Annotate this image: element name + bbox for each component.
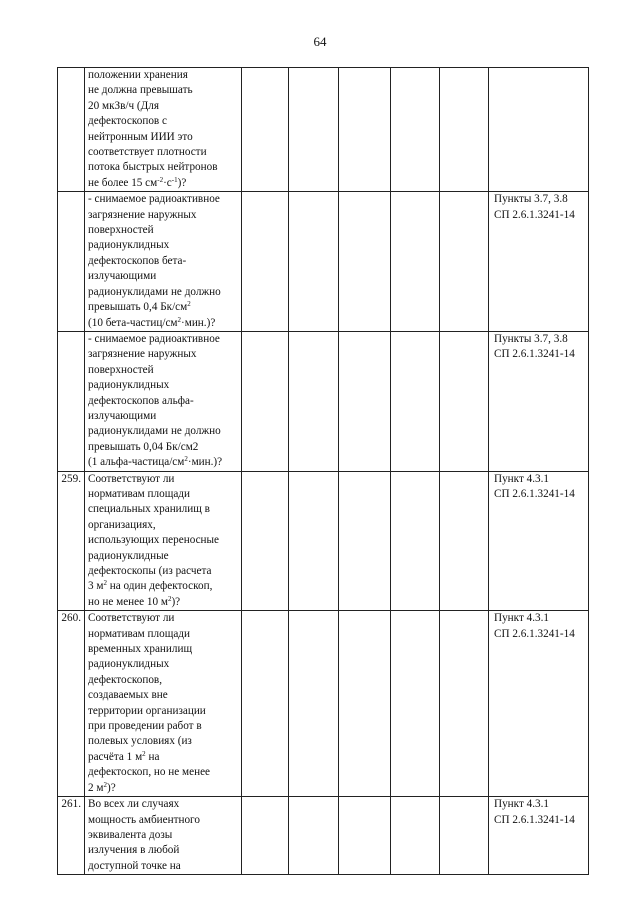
question-text (85, 471, 242, 611)
reference-cell (489, 611, 589, 797)
answer-cell (440, 797, 489, 875)
item-number (58, 68, 85, 192)
reference-line: Пункт 4.3.1 (494, 798, 550, 811)
text-fragment: )? (106, 781, 116, 794)
checklist-table (57, 67, 589, 875)
text-fragment: на один дефектоскоп, (106, 580, 213, 593)
table-row (58, 331, 589, 471)
text-fragment: ·с (163, 176, 172, 189)
question-text (85, 611, 242, 797)
text-fragment: соответствует плотности (88, 146, 207, 159)
question-line (88, 145, 241, 160)
text-fragment: поверхностей (88, 224, 154, 237)
reference-line: СП 2.6.1.3241-14 (494, 487, 575, 500)
text-fragment: Соответствуют ли (88, 472, 175, 485)
question-text (85, 68, 242, 192)
reference-line: Пункт 4.3.1 (494, 612, 550, 625)
text-fragment: - снимаемое радиоактивное (88, 193, 220, 206)
text-fragment: Во всех ли случаях (88, 798, 180, 811)
question-line (88, 238, 241, 253)
question-line (88, 394, 241, 409)
reference-line: Пункты 3.7, 3.8 (494, 193, 568, 206)
text-fragment: излучающими (88, 409, 157, 422)
superscript: 2 (184, 455, 188, 464)
text-fragment: превышать 0,4 Бк/см (88, 301, 188, 314)
reference-line: СП 2.6.1.3241-14 (494, 813, 575, 826)
superscript: 2 (167, 594, 172, 603)
text-fragment: не более 15 см (88, 176, 158, 189)
question-line (88, 409, 241, 424)
text-fragment: загрязнение наружных (88, 348, 197, 361)
page-number: 64 (313, 34, 327, 49)
answer-cell (391, 192, 440, 332)
question-line (88, 300, 241, 315)
text-fragment: превышать 0,04 Бк/см2 (88, 440, 199, 453)
text-fragment: эквивалента дозы (88, 828, 173, 841)
question-line (88, 611, 241, 626)
reference-cell (489, 797, 589, 875)
answer-cell (339, 611, 391, 797)
question-line (88, 781, 241, 796)
question-line (88, 487, 241, 502)
answer-cell (339, 797, 391, 875)
answer-cell (289, 331, 339, 471)
question-line (88, 549, 241, 564)
text-fragment: не должна превышать (88, 84, 193, 97)
answer-cell (289, 797, 339, 875)
answer-cell (242, 471, 289, 611)
text-fragment: территории организации (88, 704, 206, 717)
text-fragment: дефектоскопов с (88, 115, 167, 128)
question-line (88, 83, 241, 98)
question-line (88, 750, 241, 765)
question-line (88, 285, 241, 300)
answer-cell (289, 192, 339, 332)
text-fragment: при проведении работ в (88, 720, 202, 733)
question-line (88, 627, 241, 642)
text-fragment: излучения в любой (88, 844, 180, 857)
answer-cell (242, 331, 289, 471)
answer-cell (242, 68, 289, 192)
table-row (58, 192, 589, 332)
answer-cell (391, 471, 440, 611)
question-line (88, 114, 241, 129)
answer-cell (289, 471, 339, 611)
text-fragment: дефектоскопов альфа- (88, 394, 194, 407)
text-fragment: расчёта 1 м (88, 750, 143, 763)
reference-line: СП 2.6.1.3241-14 (494, 348, 575, 361)
text-fragment: дефектоскопы (из расчета (88, 565, 212, 577)
question-line (88, 813, 241, 828)
text-fragment: загрязнение наружных (88, 208, 197, 221)
text-fragment: положении хранения (88, 69, 188, 81)
question-line (88, 378, 241, 393)
answer-cell (391, 68, 440, 192)
text-fragment: на (145, 750, 160, 763)
answer-cell (289, 68, 339, 192)
question-line (88, 843, 241, 858)
question-line (88, 424, 241, 439)
question-line (88, 828, 241, 843)
text-fragment: (10 бета-частиц/см (88, 316, 178, 329)
question-line (88, 160, 241, 175)
reference-line: СП 2.6.1.3241-14 (494, 627, 575, 640)
text-fragment: использующих переносные (88, 534, 220, 547)
table-body (58, 68, 589, 875)
question-line (88, 99, 241, 114)
text-fragment: нормативам площади (88, 627, 190, 640)
item-number (58, 331, 85, 471)
reference-cell (489, 471, 589, 611)
text-fragment: )? (177, 176, 187, 189)
question-line (88, 502, 241, 517)
answer-cell (242, 797, 289, 875)
reference-cell (489, 68, 589, 192)
text-fragment: радионуклидных (88, 658, 170, 671)
question-line (88, 332, 241, 347)
superscript: 2 (187, 300, 191, 309)
question-line (88, 704, 241, 719)
text-fragment: 3 м (88, 580, 104, 593)
reference-line: Пункт 4.3.1 (494, 472, 550, 485)
answer-cell (339, 192, 391, 332)
text-fragment: (1 альфа-частица/см (88, 456, 185, 469)
answer-cell (242, 611, 289, 797)
answer-cell (339, 471, 391, 611)
superscript: 2 (103, 579, 107, 588)
text-fragment: нормативам площади (88, 487, 190, 500)
question-line (88, 564, 241, 579)
text-fragment: )? (171, 595, 181, 608)
table-row (58, 471, 589, 611)
text-fragment: доступной точке на (88, 859, 181, 872)
text-fragment: временных хранилищ (88, 643, 193, 656)
item-number: 259. (58, 471, 85, 611)
text-fragment: нейтронным ИИИ это (88, 130, 193, 143)
table-row (58, 797, 589, 875)
question-line (88, 455, 241, 470)
question-line (88, 657, 241, 672)
text-fragment: Соответствуют ли (88, 612, 175, 625)
text-fragment: но не менее 10 м (88, 595, 168, 608)
question-line (88, 363, 241, 378)
question-line (88, 130, 241, 145)
question-line (88, 316, 241, 331)
question-line (88, 579, 241, 594)
text-fragment: мощность амбиентного (88, 813, 200, 826)
question-line (88, 765, 241, 780)
answer-cell (391, 331, 440, 471)
superscript: -2 (157, 175, 164, 184)
answer-cell (339, 68, 391, 192)
text-fragment: ·мин.)? (181, 316, 216, 329)
question-line (88, 254, 241, 269)
text-fragment: радионуклидами не должно (88, 285, 221, 298)
question-line (88, 797, 241, 812)
question-line (88, 440, 241, 455)
question-text (85, 331, 242, 471)
question-line (88, 688, 241, 703)
question-line (88, 347, 241, 362)
question-line (88, 472, 241, 487)
answer-cell (440, 471, 489, 611)
text-fragment: создаваемых вне (88, 689, 168, 702)
answer-cell (440, 68, 489, 192)
answer-cell (339, 331, 391, 471)
question-line (88, 719, 241, 734)
text-fragment: дефектоскоп, но не менее (88, 766, 211, 779)
text-fragment: 20 мкЗв/ч (Для (88, 99, 160, 112)
text-fragment: дефектоскопов, (88, 673, 162, 686)
answer-cell (440, 611, 489, 797)
text-fragment: потока быстрых нейтронов (88, 161, 218, 174)
question-text (85, 797, 242, 875)
answer-cell (391, 797, 440, 875)
answer-cell (440, 192, 489, 332)
item-number: 260. (58, 611, 85, 797)
text-fragment: поверхностей (88, 363, 154, 376)
text-fragment: излучающими (88, 270, 157, 283)
answer-cell (289, 611, 339, 797)
question-line (88, 192, 241, 207)
text-fragment: радионуклидами не должно (88, 425, 221, 438)
item-number: 261. (58, 797, 85, 875)
text-fragment: 2 м (88, 781, 104, 794)
question-line (88, 595, 241, 610)
table-row (58, 611, 589, 797)
text-fragment: полевых условиях (из (88, 735, 192, 748)
text-fragment: специальных хранилищ в (88, 503, 210, 516)
text-fragment: радионуклидных (88, 239, 170, 252)
text-fragment: ·мин.)? (187, 456, 223, 469)
question-line (88, 208, 241, 223)
question-line (88, 68, 241, 83)
superscript: -1 (171, 175, 178, 184)
reference-cell (489, 192, 589, 332)
question-line (88, 734, 241, 749)
question-line (88, 518, 241, 533)
reference-line: СП 2.6.1.3241-14 (494, 208, 575, 221)
superscript: 2 (142, 749, 146, 758)
question-text (85, 192, 242, 332)
question-line (88, 533, 241, 548)
question-line (88, 859, 241, 874)
answer-cell (242, 192, 289, 332)
answer-cell (391, 611, 440, 797)
question-line (88, 176, 241, 191)
text-fragment: - снимаемое радиоактивное (88, 332, 220, 345)
text-fragment: дефектоскопов бета- (88, 254, 187, 267)
item-number (58, 192, 85, 332)
text-fragment: радионуклидных (88, 379, 170, 392)
question-line (88, 223, 241, 238)
text-fragment: организациях, (88, 518, 156, 531)
reference-line: Пункты 3.7, 3.8 (494, 332, 568, 345)
question-line (88, 673, 241, 688)
superscript: 2 (177, 315, 182, 324)
reference-cell (489, 331, 589, 471)
question-line (88, 642, 241, 657)
answer-cell (440, 331, 489, 471)
table-row (58, 68, 589, 192)
superscript: 2 (103, 780, 107, 789)
text-fragment: радионуклидные (88, 549, 169, 562)
question-line (88, 269, 241, 284)
